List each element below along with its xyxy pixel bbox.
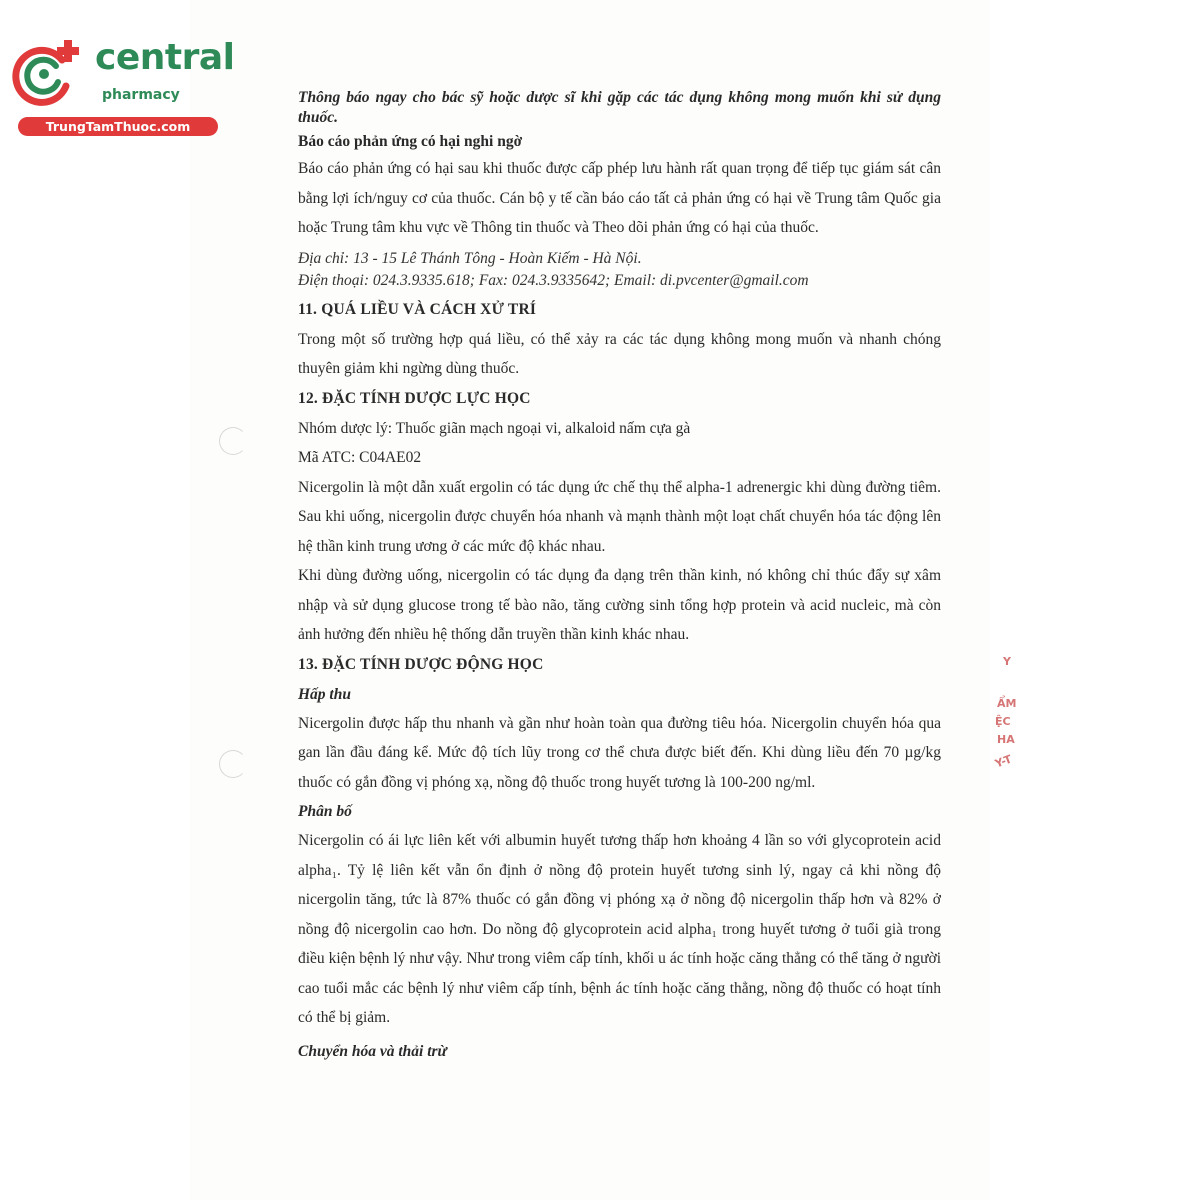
pharmacy-logo-icon — [10, 38, 82, 110]
adverse-effect-notice: Thông báo ngay cho bác sỹ hoặc dược sĩ khi gặp các tác dụng không mong muốn khi sử dụng thuốc. — [298, 89, 941, 126]
section-13-heading: 13. ĐẶC TÍNH DƯỢC ĐỘNG HỌC — [298, 655, 544, 673]
absorption-heading: Hấp thu — [298, 685, 351, 703]
distribution-heading: Phân bố — [298, 803, 352, 820]
section-11-heading: 11. QUÁ LIỀU VÀ CÁCH XỬ TRÍ — [298, 300, 537, 318]
section-12-heading: 12. ĐẶC TÍNH DƯỢC LỰC HỌC — [298, 389, 531, 407]
report-phone-email: Điện thoại: 024.3.9335.618; Fax: 024.3.9335642; Email: di.pvcenter@gmail.com — [298, 271, 809, 289]
report-address: Địa chỉ: 13 - 15 Lê Thánh Tông - Hoàn Kiếm - Hà Nội. — [298, 249, 642, 267]
pharmacodynamics-paragraph-1: Nicergolin là một dẫn xuất ergolin có tác dụng ức chế thụ thể alpha-1 adrenergic khi dùng đường tiêm. Sau khi uống, nicergolin được chuyển hóa nhanh và mạnh thành một loạt chất chuyển hóa tác động lên hệ thần kinh trung ương ở các mức độ khác nhau. — [298, 478, 941, 555]
stamp-line: HA — [997, 733, 1015, 746]
stamp-line: Y — [1003, 655, 1011, 668]
punch-hole-bottom — [219, 750, 247, 778]
document-content — [298, 86, 941, 1066]
red-stamp-mark — [985, 625, 1025, 775]
atc-code: Mã ATC: C04AE02 — [298, 449, 422, 466]
logo-brand-subtitle: pharmacy — [102, 87, 180, 103]
report-contact — [298, 248, 941, 292]
report-paragraph: Báo cáo phản ứng có hại sau khi thuốc được cấp phép lưu hành rất quan trọng để tiếp tục giám sát cân bằng lợi ích/nguy cơ của thuốc. Cán bộ y tế cần báo cáo tất cả phản ứng có hại về Trung tâm Quốc gia hoặc Trung tâm khu vực về Thông tin thuốc và Theo dõi phản ứng có hại của thuốc. — [298, 160, 941, 236]
logo-website-link[interactable]: TrungTamThuoc.com — [18, 117, 218, 136]
stamp-line: Y-T — [993, 752, 1014, 771]
punch-hole-top — [219, 427, 247, 455]
absorption-paragraph: Nicergolin được hấp thu nhanh và gần như hoàn toàn qua đường tiêu hóa. Nicergolin chuyển hóa qua gan lần đầu đáng kể. Mức độ tích lũy trong cơ thể chưa được biết đến. Khi dùng liều đến 70 µg/kg thuốc có gắn đồng vị phóng xạ, nồng độ thuốc trong huyết tương là 100-200 ng/ml. — [298, 714, 941, 791]
central-pharmacy-logo[interactable] — [10, 37, 235, 138]
stamp-line: ẨM — [997, 697, 1017, 710]
metabolism-heading: Chuyển hóa và thải trừ — [298, 1042, 447, 1060]
report-heading: Báo cáo phản ứng có hại nghi ngờ — [298, 133, 523, 150]
pharmacodynamics-paragraph-2: Khi dùng đường uống, nicergolin có tác dụng đa dạng trên thần kinh, nó không chỉ thúc đẩy sự xâm nhập và sử dụng glucose trong tế bào não, tăng cường sinh tổng hợp protein và acid nucleic, mà còn ảnh hưởng đến nhiều hệ thống dẫn truyền thần kinh khác nhau. — [298, 567, 941, 643]
logo-brand-name: central — [95, 37, 235, 78]
pharmacologic-group: Nhóm dược lý: Thuốc giãn mạch ngoại vi, alkaloid nấm cựa gà — [298, 419, 691, 437]
stamp-line: ỆC — [995, 715, 1011, 728]
distribution-paragraph: Nicergolin có ái lực liên kết với albumin huyết tương thấp hơn khoảng 4 lần so với glycoprotein acid alpha₁. Tỷ lệ liên kết vẫn ổn định ở nồng độ protein huyết tương sinh lý, ngay cả khi nồng độ nicergolin tăng, tức là 87% thuốc có gắn đồng vị phóng xạ ở nồng độ nicergolin thấp hơn và 82% ở nồng độ nicergolin cao hơn. Do nồng độ glycoprotein acid alpha₁ trong huyết tương ở tuổi già trong điều kiện bệnh lý như vậy. Như trong viêm cấp tính, khối u ác tính hoặc căng thẳng có thể tăng ở người cao tuổi mắc các bệnh lý như viêm cấp tính, bệnh ác tính hoặc căng thẳng, nồng độ thuốc có hoạt tính có thể bị giảm. — [298, 832, 941, 1026]
section-11-paragraph: Trong một số trường hợp quá liều, có thể xảy ra các tác dụng không mong muốn và nhanh chóng thuyên giảm khi ngừng dùng thuốc. — [298, 330, 941, 377]
